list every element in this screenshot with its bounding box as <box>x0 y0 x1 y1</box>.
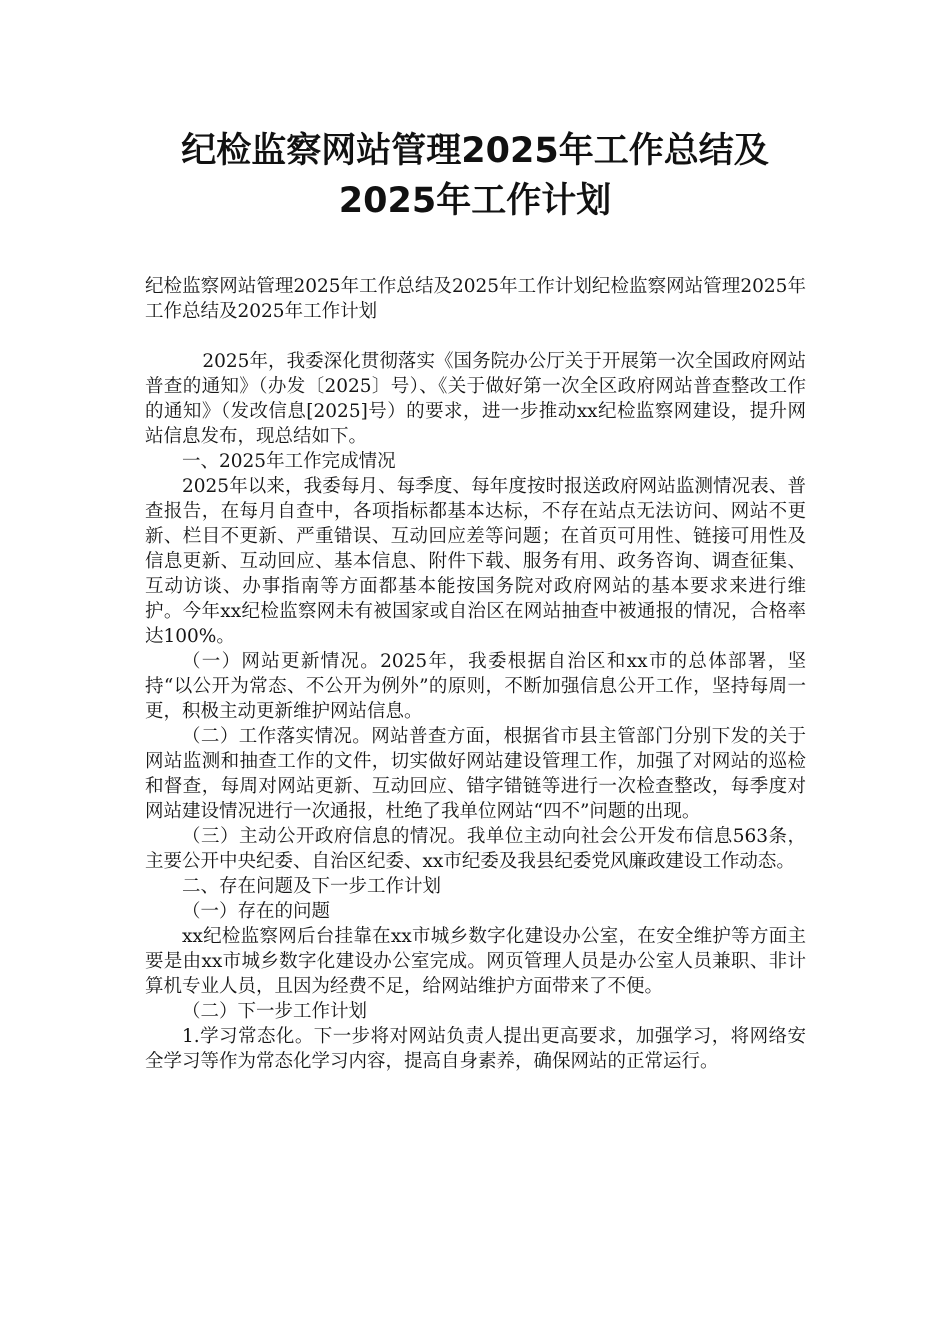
document-title <box>100 126 850 226</box>
section-heading-2: 二、存在问题及下一步工作计划 <box>182 876 442 897</box>
paragraph-problems: xx纪检监察网后台挂靠在xx市城乡数字化建设办公室，在安全维护等方面主要是由xx市城乡数字化建设办公室完成。网页管理人员是办公室人员兼职、非计算机专业人员，且因为经费不足，给网站维护方面带来了不便。 <box>145 926 806 997</box>
title-line-2: 2025年工作计划 <box>338 181 612 221</box>
subsection-heading-plan: （二）下一步工作计划 <box>182 1001 368 1022</box>
paragraph-intro: 2025年，我委深化贯彻落实《国务院办公厅关于开展第一次全国政府网站普查的通知》（办发〔2025〕号）、《关于做好第一次全区政府网站普查整改工作的通知》（发改信息[2025]号）的要求，进一步推动xx纪检监察网建设，提升网站信息发布，现总结如下。 <box>145 351 806 447</box>
paragraph-plan-1: 1.学习常态化。下一步将对网站负责人提出更高要求，加强学习，将网络安全学习等作为常态化学习内容，提高自身素养，确保网站的正常运行。 <box>145 1026 806 1072</box>
paragraph-work-completion: 2025年以来，我委每月、每季度、每年度按时报送政府网站监测情况表、普查报告，在每月自查中，各项指标都基本达标，不存在站点无法访问、网站不更新、栏目不更新、严重错误、互动回应差等问题；在首页可用性、链接可用性及信息更新、互动回应、基本信息、附件下载、服务有用、政务咨询、调查征集、互动访谈、办事指南等方面都基本能按国务院对政府网站的基本要求来进行维护。今年xx纪检监察网未有被国家或自治区在网站抽查中被通报的情况，合格率达100%。 <box>145 476 806 647</box>
paragraph-site-updates: （一）网站更新情况。2025年，我委根据自治区和xx市的总体部署，坚持“以公开为常态、不公开为例外”的原则，不断加强信息公开工作，坚持每周一更，积极主动更新维护网站信息。 <box>145 651 806 722</box>
document-subheading: 纪检监察网站管理2025年工作总结及2025年工作计划纪检监察网站管理2025年工作总结及2025年工作计划 <box>145 276 806 322</box>
title-line-1: 纪检监察网站管理2025年工作总结及 <box>181 131 769 171</box>
document-body <box>145 349 806 1074</box>
subsection-heading-problems: （一）存在的问题 <box>182 901 331 922</box>
paragraph-implementation: （二）工作落实情况。网站普查方面，根据省市县主管部门分别下发的关于网站监测和抽查工作的文件，切实做好网站建设管理工作，加强了对网站的巡检和督查，每周对网站更新、互动回应、错字错链等进行一次检查整改，每季度对网站建设情况进行一次通报，杜绝了我单位网站“四不”问题的出现。 <box>145 726 806 822</box>
paragraph-disclosure: （三）主动公开政府信息的情况。我单位主动向社会公开发布信息563条，主要公开中央纪委、自治区纪委、xx市纪委及我县纪委党风廉政建设工作动态。 <box>145 826 806 872</box>
section-heading-1: 一、2025年工作完成情况 <box>182 451 396 472</box>
